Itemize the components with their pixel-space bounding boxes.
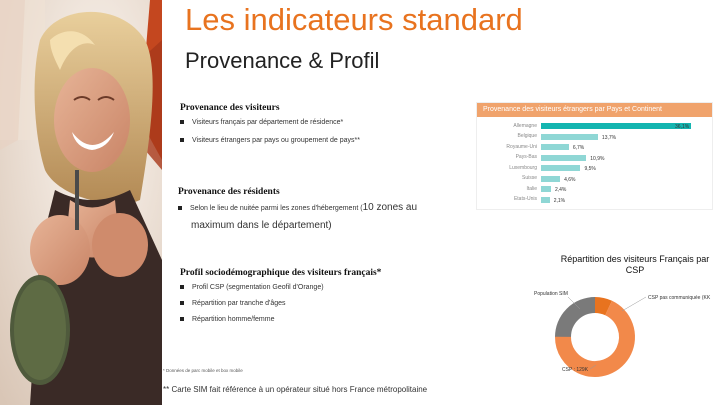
- bullet-square-icon: [178, 206, 182, 210]
- photo-illustration: [0, 0, 162, 405]
- bullet-item: Visiteurs français par département de résidence*: [180, 119, 343, 126]
- section-heading-profile: Profil sociodémographique des visiteurs français*: [180, 268, 382, 278]
- woman-laughing-photo: [0, 0, 162, 405]
- bullet-square-icon: [180, 301, 184, 305]
- bar: [541, 197, 550, 203]
- page-title: Les indicateurs standard: [185, 2, 523, 37]
- bar-category-label: Luxembourg: [509, 164, 537, 171]
- csp-donut-chart: [530, 285, 715, 385]
- bar: [541, 165, 580, 171]
- section-heading-residents: Provenance des résidents: [178, 187, 280, 197]
- bar: [541, 123, 691, 129]
- foreign-visitors-bar-chart: [476, 102, 713, 210]
- bar-category-label: Royaume-Uni: [506, 143, 537, 150]
- bar: [541, 155, 586, 161]
- bar-value-label: 36,1%: [675, 124, 690, 130]
- bullet-item: Répartition par tranche d'âges: [180, 300, 286, 307]
- donut-label: CSP pas communiquée (KK: [648, 295, 711, 301]
- bar-value-label: 2,1%: [553, 197, 566, 204]
- bar: [541, 176, 560, 182]
- bar-value-label: 10,9%: [590, 155, 605, 162]
- bar-category-label: Allemagne: [513, 122, 537, 129]
- bar-category-label: Belgique: [517, 133, 537, 139]
- bar-category-label: Pays-Bas: [515, 154, 537, 160]
- bar-category-label: Suisse: [521, 175, 537, 181]
- bullet-square-icon: [180, 285, 184, 289]
- bar: [541, 144, 569, 150]
- page-subtitle: Provenance & Profil: [185, 48, 380, 73]
- bar-value-label: 9,5%: [584, 166, 596, 172]
- bar: [541, 134, 598, 140]
- bullet-item: Répartition homme/femme: [180, 316, 274, 323]
- bar-value-label: 4,6%: [564, 176, 576, 183]
- bar-category-label: Etats-Unis: [513, 196, 537, 202]
- bullet-continuation: maximum dans le département): [191, 220, 332, 231]
- bar-category-label: Italie: [526, 185, 537, 192]
- donut-label: CSP : 129K: [562, 367, 589, 373]
- bullet-square-icon: [180, 120, 184, 124]
- csp-chart-title: Répartition des visiteurs Français par CSP: [560, 254, 710, 275]
- chart-title: Provenance des visiteurs étrangers par Pays et Continent: [477, 103, 712, 117]
- donut-label: Population SIM: [534, 291, 568, 297]
- bullet-square-icon: [180, 138, 184, 142]
- bar-value-label: 6,7%: [572, 145, 585, 151]
- bullet-square-icon: [180, 317, 184, 321]
- section-heading-visitors: Provenance des visiteurs: [180, 103, 280, 113]
- bullet-item: Profil CSP (segmentation Geofil d'Orange): [180, 284, 324, 291]
- bullet-item: Selon le lieu de nuitée parmi les zones d'hébergement (10 zones au: [178, 202, 417, 213]
- bullet-item: Visiteurs étrangers par pays ou groupement de pays**: [180, 137, 360, 144]
- bar-value-label: 2,4%: [554, 187, 567, 193]
- bar-value-label: 13,7%: [601, 134, 617, 141]
- footnote-mobile: * Données de parc mobile et box mobile: [163, 368, 243, 373]
- footnote-sim: ** Carte SIM fait référence à un opérateur situé hors France métropolitaine: [163, 385, 428, 394]
- donut-leader-line: [622, 297, 646, 311]
- bar: [541, 186, 551, 192]
